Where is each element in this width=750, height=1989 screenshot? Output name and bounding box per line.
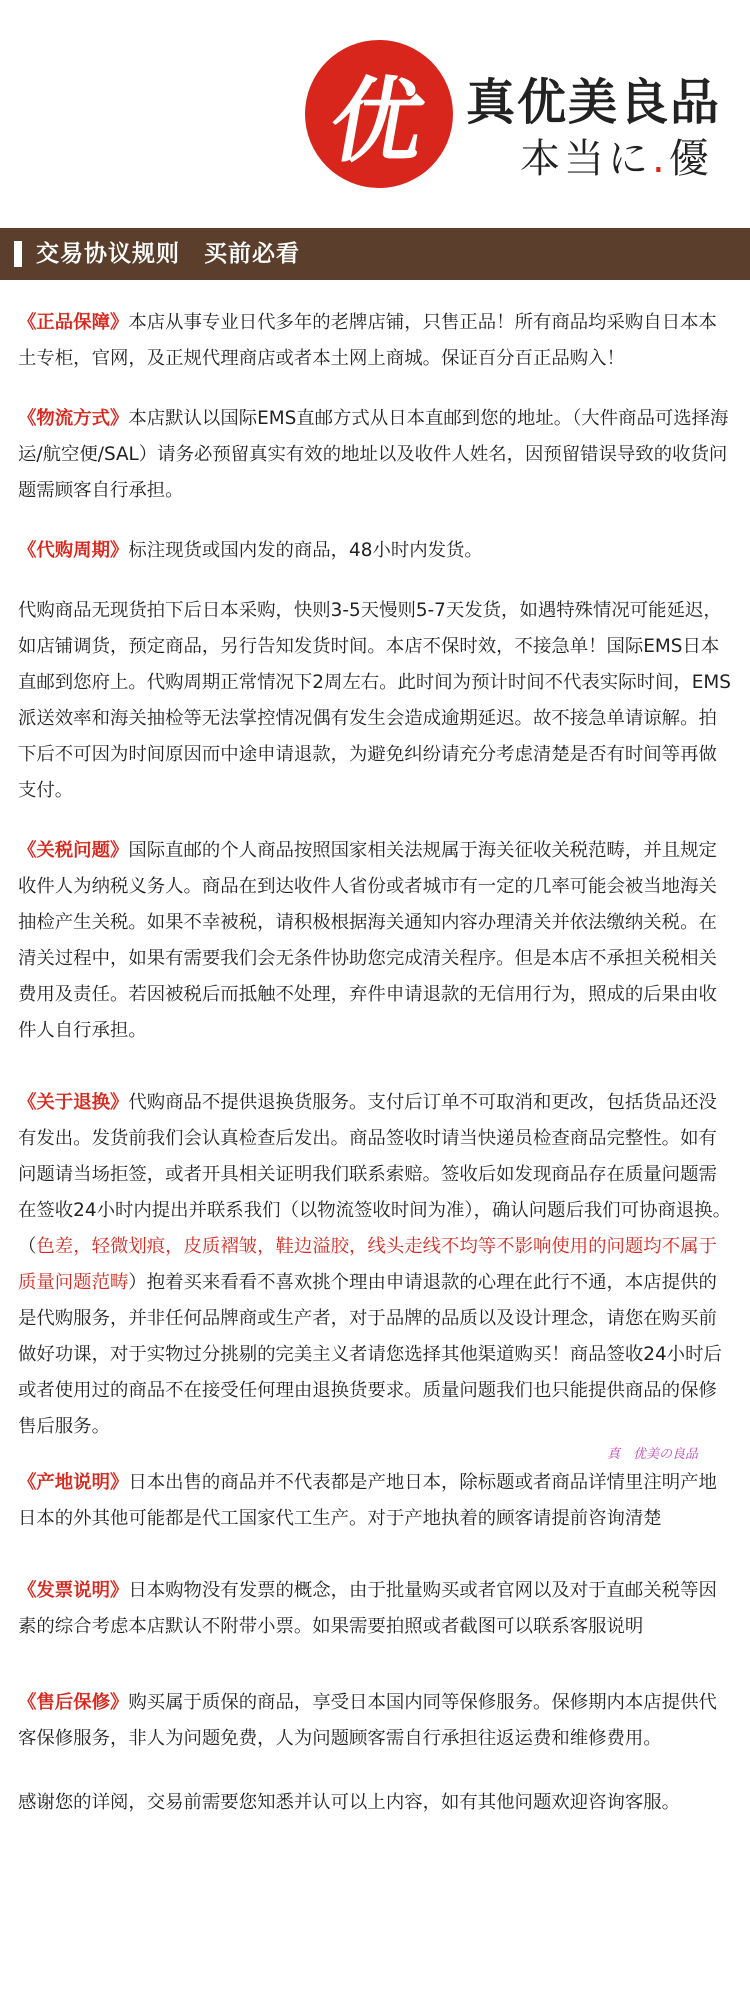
warranty-label: 《售后保修》 xyxy=(18,1692,129,1713)
returns-paragraph xyxy=(18,1085,734,1445)
returns-text-continued: ）抱着买来看看不喜欢挑个理由申请退款的心理在此行不通，本店提供的是代购服务，并非任何品牌商或生产者，对于品牌的品质以及设计理念，请您在购买前做好功课，对于实物过分挑剔的完美主义者请您选择其他渠道购买！商品签收24小时后或者使用过的商品不在接受任何理由退换货要求。质量问题我们也只能提供商品的保修售后服务。 xyxy=(18,1272,722,1437)
genuine-guarantee-label: 《正品保障》 xyxy=(18,312,129,333)
thanks-paragraph: 感谢您的详阅，交易前需要您知悉并认可以上内容，如有其他问题欢迎咨询客服。 xyxy=(18,1792,681,1813)
invoice-label: 《发票说明》 xyxy=(18,1580,129,1601)
slogan-dot: . xyxy=(652,136,669,182)
purchase-period-paragraph xyxy=(18,533,734,569)
returns-label: 《关于退换》 xyxy=(18,1092,129,1113)
genuine-guarantee-paragraph xyxy=(18,305,734,377)
slogan-text: 本当に xyxy=(520,136,652,182)
invoice-paragraph xyxy=(18,1573,734,1645)
origin-label: 《产地说明》 xyxy=(18,1472,129,1493)
section-title: 交易协议规则 买前必看 xyxy=(36,241,300,267)
origin-text: 日本出售的商品并不代表都是产地日本，除标题或者商品详情里注明产地日本的外其他可能都是代工国家代工生产。对于产地执着的顾客请提前咨询清楚 xyxy=(18,1472,717,1529)
purchase-period-detail: 代购商品无现货拍下后日本采购，快则3-5天慢则5-7天发货，如遇特殊情况可能延迟，如店铺调货，预定商品，另行告知发货时间。本店不保时效，不接急单！国际EMS日本直邮到您府上。代购周期正常情况下2周左右。此时间为预计时间不代表实际时间，EMS派送效率和海关抽检等无法掌控情况偶有发生会造成逾期延迟。故不接急单请谅解。拍下后不可因为时间原因而中途申请退款，为避免纠纷请充分考虑清楚是否有时间等再做支付。 xyxy=(18,600,731,801)
shipping-paragraph xyxy=(18,401,734,509)
shop-header xyxy=(0,0,750,225)
warranty-text: 购买属于质保的商品，享受日本国内同等保修服务。保修期内本店提供代客保修服务，非人为问题免费，人为问题顾客需自行承担往返运费和维修费用。 xyxy=(18,1692,717,1749)
brand-slogan xyxy=(520,127,713,184)
policy-content xyxy=(18,305,734,1821)
slogan-char: 優 xyxy=(668,136,713,182)
warranty-paragraph xyxy=(18,1685,734,1757)
tax-label: 《关税问题》 xyxy=(18,840,129,861)
brand-logo xyxy=(305,40,453,188)
genuine-guarantee-text: 本店从事专业日代多年的老牌店铺，只售正品！所有商品均采购自日本本土专柜，官网，及正规代理商店或者本土网上商城。保证百分百正品购入！ xyxy=(18,312,717,369)
brand-watermark: 真 优美の良品 xyxy=(606,1447,698,1462)
section-title-bar xyxy=(0,228,750,280)
logo-character: 优 xyxy=(322,67,434,175)
shipping-text: 本店默认以国际EMS直邮方式从日本直邮到您的地址。（大件商品可选择海运/航空便/SAL）请务必预留真实有效的地址以及收件人姓名，因预留错误导致的收货问题需顾客自行承担。 xyxy=(18,408,729,501)
title-bar-marker xyxy=(14,241,22,267)
tax-paragraph xyxy=(18,833,734,1049)
returns-text: 代购商品不提供退换货服务。支付后订单不可取消和更改，包括货品还没有发出。发货前我们会认真检查后发出。商品签收时请当快递员检查商品完整性。如有问题请当场拒签，或者开具相关证明我们联系索赔。签收后如发现商品存在质量问题需在签收24小时内提出并联系我们（以物流签收时间为准），确认问题后我们可协商退换。（ xyxy=(18,1092,732,1257)
purchase-period-text: 标注现货或国内发的商品，48小时内发货。 xyxy=(128,540,483,561)
returns-exclusions-text: 色差，轻微划痕，皮质褶皱，鞋边溢胶，线头走线不均等不影响使用的问题均不属于质量问题范畴 xyxy=(18,1236,717,1293)
brand-name: 真优美良品 xyxy=(466,74,722,131)
invoice-text: 日本购物没有发票的概念，由于批量购买或者官网以及对于直邮关税等因素的综合考虑本店默认不附带小票。如果需要拍照或者截图可以联系客服说明 xyxy=(18,1580,717,1637)
purchase-period-label: 《代购周期》 xyxy=(18,540,129,561)
tax-text: 国际直邮的个人商品按照国家相关法规属于海关征收关税范畴，并且规定收件人为纳税义务人。商品在到达收件人省份或者城市有一定的几率可能会被当地海关抽检产生关税。如果不幸被税，请积极根据海关通知内容办理清关并依法缴纳关税。在清关过程中，如果有需要我们会无条件协助您完成清关程序。但是本店不承担关税相关费用及责任。若因被税后而抵触不处理，弃件申请退款的无信用行为，照成的后果由收件人自行承担。 xyxy=(18,840,717,1041)
origin-paragraph xyxy=(18,1465,734,1537)
shipping-label: 《物流方式》 xyxy=(18,408,129,429)
